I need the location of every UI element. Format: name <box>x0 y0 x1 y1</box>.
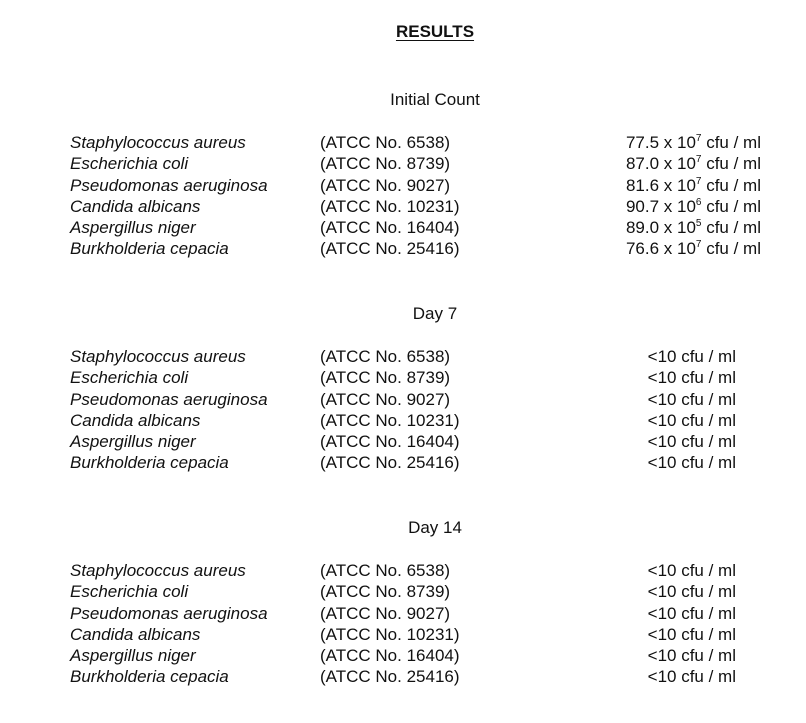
list-item <box>0 346 806 367</box>
list-item <box>0 431 806 452</box>
atcc-number: (ATCC No. 16404) <box>320 218 460 238</box>
atcc-number: (ATCC No. 8739) <box>320 368 451 388</box>
organism-name: Escherichia coli <box>70 582 189 602</box>
list-item <box>0 666 806 687</box>
organism-name: Pseudomonas aeruginosa <box>70 603 268 623</box>
page-title: RESULTS <box>395 22 475 41</box>
results-list <box>0 346 806 474</box>
list-item <box>0 645 806 666</box>
count-value: <10 cfu / ml <box>647 646 736 666</box>
list-item <box>0 367 806 388</box>
count-value: <10 cfu / ml <box>647 368 736 388</box>
atcc-number: (ATCC No. 16404) <box>320 432 460 452</box>
atcc-number: (ATCC No. 10231) <box>320 624 460 644</box>
atcc-number: (ATCC No. 25416) <box>320 453 460 473</box>
organism-name: Burkholderia cepacia <box>70 667 229 687</box>
organism-name: Aspergillus niger <box>70 432 196 452</box>
list-item <box>0 132 806 153</box>
count-value: <10 cfu / ml <box>647 347 736 366</box>
list-item <box>0 175 806 196</box>
organism-name: Pseudomonas aeruginosa <box>70 389 268 409</box>
count-value: 77.5 x $10^7$ cfu / ml <box>625 133 761 152</box>
list-item <box>0 410 806 431</box>
count-value: 89.0 x $10^5$ cfu / ml <box>625 218 761 238</box>
list-item <box>0 624 806 645</box>
count-value: <10 cfu / ml <box>647 410 736 430</box>
atcc-number: (ATCC No. 8739) <box>320 154 451 174</box>
atcc-number: (ATCC No. 10231) <box>320 196 460 216</box>
count-value: 81.6 x $10^7$ cfu / ml <box>625 175 761 195</box>
organism-name: Burkholderia cepacia <box>70 239 229 259</box>
organism-name: Staphylococcus aureus <box>70 133 246 152</box>
atcc-number: (ATCC No. 25416) <box>320 667 460 687</box>
count-value: <10 cfu / ml <box>647 624 736 644</box>
section-heading: Day 14 <box>408 518 462 537</box>
count-value: <10 cfu / ml <box>647 389 736 409</box>
list-item <box>0 196 806 217</box>
organism-name: Staphylococcus aureus <box>70 561 246 580</box>
count-value: 76.6 x $10^7$ cfu / ml <box>625 239 761 259</box>
count-value: <10 cfu / ml <box>647 561 736 580</box>
organism-name: Burkholderia cepacia <box>70 453 229 473</box>
list-item <box>0 581 806 602</box>
results-list <box>0 560 806 688</box>
atcc-number: (ATCC No. 8739) <box>320 582 451 602</box>
count-value: <10 cfu / ml <box>647 432 736 452</box>
atcc-number: (ATCC No. 6538) <box>320 133 451 152</box>
atcc-number: (ATCC No. 6538) <box>320 561 451 580</box>
atcc-number: (ATCC No. 25416) <box>320 239 460 259</box>
count-value: 87.0 x $10^7$ cfu / ml <box>625 154 761 174</box>
list-item <box>0 153 806 174</box>
organism-name: Candida albicans <box>70 624 201 644</box>
organism-name: Aspergillus niger <box>70 218 196 238</box>
count-value: <10 cfu / ml <box>647 582 736 602</box>
list-item <box>0 452 806 473</box>
list-item <box>0 560 806 581</box>
atcc-number: (ATCC No. 6538) <box>320 347 451 366</box>
count-value: <10 cfu / ml <box>647 453 736 473</box>
list-item <box>0 603 806 624</box>
list-item <box>0 389 806 410</box>
organism-name: Candida albicans <box>70 410 201 430</box>
atcc-number: (ATCC No. 9027) <box>320 603 451 623</box>
atcc-number: (ATCC No. 9027) <box>320 175 451 195</box>
atcc-number: (ATCC No. 9027) <box>320 389 451 409</box>
count-value: <10 cfu / ml <box>647 603 736 623</box>
atcc-number: (ATCC No. 16404) <box>320 646 460 666</box>
organism-name: Candida albicans <box>70 196 201 216</box>
section-heading: Initial Count <box>390 90 480 109</box>
results-list <box>0 132 806 260</box>
count-value: <10 cfu / ml <box>647 667 736 687</box>
count-value: 90.7 x $10^6$ cfu / ml <box>625 196 761 216</box>
organism-name: Pseudomonas aeruginosa <box>70 175 268 195</box>
organism-name: Aspergillus niger <box>70 646 196 666</box>
organism-name: Staphylococcus aureus <box>70 347 246 366</box>
section-heading: Day 7 <box>412 304 458 323</box>
organism-name: Escherichia coli <box>70 368 189 388</box>
organism-name: Escherichia coli <box>70 154 189 174</box>
atcc-number: (ATCC No. 10231) <box>320 410 460 430</box>
list-item <box>0 217 806 238</box>
list-item <box>0 238 806 259</box>
